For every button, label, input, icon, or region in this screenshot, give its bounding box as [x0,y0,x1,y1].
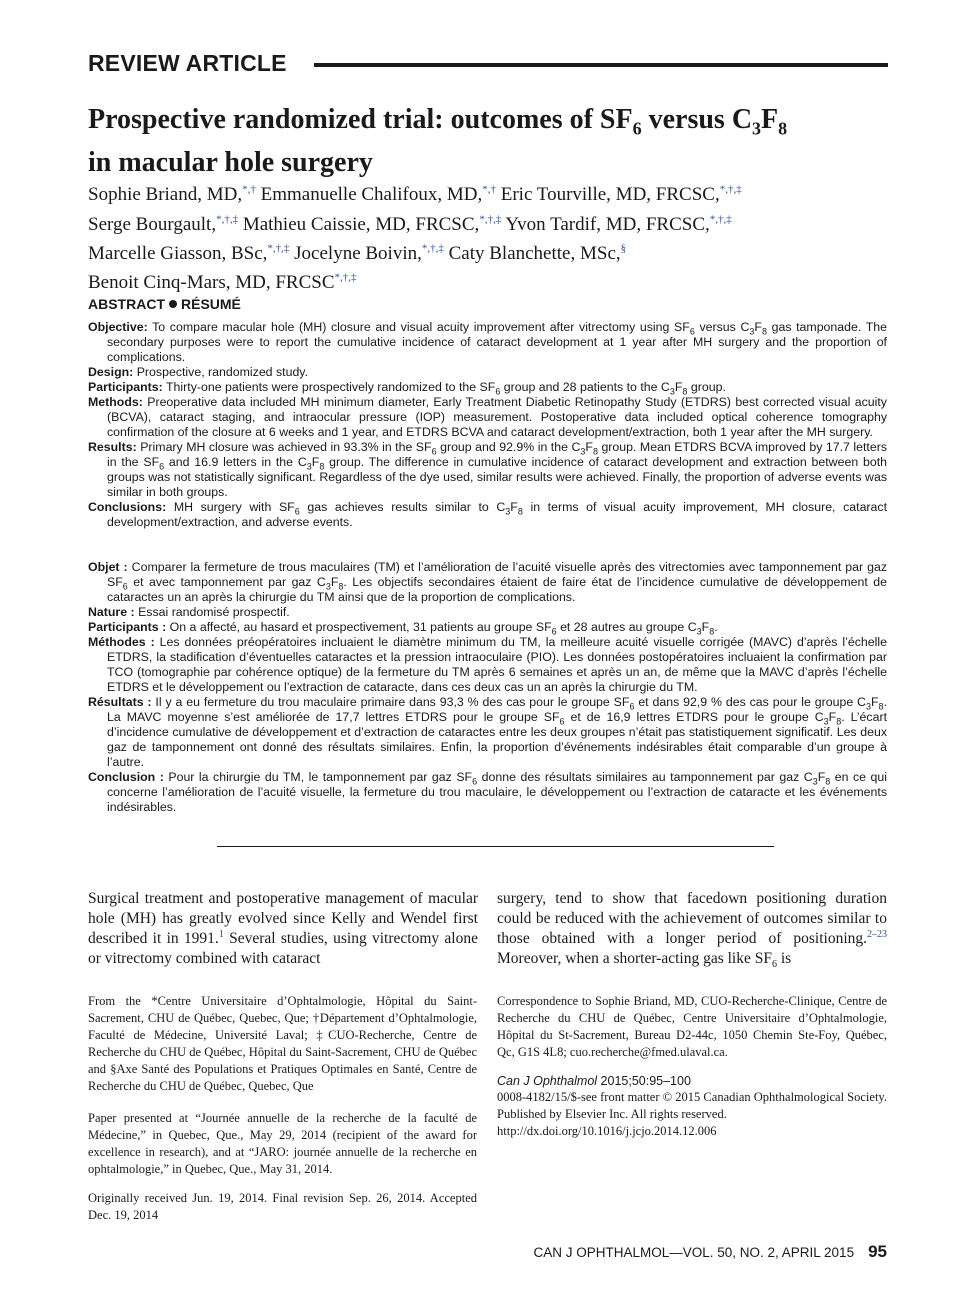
author: Yvon Tardif, MD, FRCSC,*,†,‡ [505,213,732,235]
author: Marcelle Giasson, BSc,*,†,‡ [88,242,290,264]
affiliations-footnote: From the *Centre Universitaire d’Ophtalmologie, Hôpital du Saint-Sacrement, CHU de Québec, Quebec, Que; †Département d’Ophtalmologie, Faculté de Médecine, Université Laval; ‡CUO-Recherche, Centre de Recherche du CHU de Québec, Hôpital du Saint-Sacrement, CHU de Québec and §Axe Santé des Populations et Pratiques Optimales en Santé, Centre de Recherche du CHU de Québec, Quebec, Que [88,994,477,1093]
abstract-objective: Objective: To compare macular hole (MH) closure and visual acuity improvement after vitrectomy using $SF_6$ versus $C_3F_8$ gas tamponade. The secondary purposes were to report the cumulative incidence of cataract development at 1 year after MH surgery and the proportion of complications. [88,320,887,364]
section-divider [217,846,774,847]
title-sub: 6 [632,118,642,139]
abstract-english [88,320,887,530]
article-type-header [88,50,888,80]
abstract-methods: Methods: Preoperative data included MH minimum diameter, Early Treatment Diabetic Retinopathy Study (ETDRS) best corrected visual acuity (BCVA), cataract staging, and intraocular pressure (IOP) measurement. Postoperative data included optical coherence tomography confirmation of the closure at 6 weeks and 1 year, and ETDRS BCVA and cataract development/extraction, both 1 year after the MH surgery. [88,395,887,439]
resume-conclusion: Conclusion : Pour la chirurgie du TM, le tamponnement par gaz $SF_6$ donne des résultats similaires au tamponnement par gaz $C_3F_8$ en ce qui concerne l’amélioration de l’acuité visuelle, la fermeture du trou maculaire, le développement ou l’extraction de cataracte et les événements indésirables. [88,770,888,814]
page-footer [533,1242,887,1262]
resume-nature: Nature : Essai randomisé prospectif. [88,605,290,619]
body-text-right: surgery, tend to show that facedown positioning duration could be reduced with the achievement of outcomes similar to those obtained with a longer period of positioning.$^{2-23}$ Moreover, when a shorter-acting gas like $SF_6$ is [497,890,887,971]
resume-resultats: Résultats : Il y a eu fermeture du trou maculaire primaire dans 93,3 % des cas pour le groupe $SF_6$ et dans 92,9 % des cas pour le groupe $C_3F_8$. La MAVC moyenne s’est améliorée de 17,7 lettres ETDRS pour le groupe $SF_6$ et de 16,9 lettres ETDRS pour le groupe $C_3F_8$. L’écart d’incidence cumulative de développement et d’extraction de cataractes entre les deux groupes n’était pas statistiquement significatif. Les deux gaz de tamponnement ont donné des résultats similaires. Enfin, la proportion d’événements indésirables était comparable d’un groupe à l’autre. [88,695,887,769]
author: Sophie Briand, MD,*,† [88,184,256,206]
article-type-label: REVIEW ARTICLE [88,50,287,76]
header-rule [314,63,888,67]
resume-participants: Participants : On a affecté, au hasard et prospectivement, 31 patients au groupe $SF_6$ et 28 autres au groupe $C_3F_8$. [88,620,718,637]
author: Jocelyne Boivin,*,†,‡ [294,242,444,264]
running-footer: CAN J OPHTHALMOL—VOL. 50, NO. 2, APRIL 2015 [533,1245,855,1260]
doi-link[interactable]: http://dx.doi.org/10.1016/j.jcjo.2014.12.006 [497,1124,717,1138]
author-list [88,178,888,295]
correspondence-footnote: Correspondence to Sophie Briand, MD, CUO-Recherche-Clinique, Centre de Recherche du CHU de Québec, Centre Universitaire d’Ophtalmologie, Hôpital du St-Sacrement, Bureau D2-44c, 1050 Chemin Ste-Foy, Québec, Qc, G1S 4L8; cuo.recherche@fmed.ulaval.ca. [497,994,887,1059]
author: Emmanuelle Chalifoux, MD,*,† [260,184,496,206]
citation-line [497,1073,887,1090]
copyright-footnote [497,1089,887,1140]
abstract-design: Design: Prospective, randomized study. [88,365,308,379]
body-text-left: Surgical treatment and postoperative management of macular hole (MH) has greatly evolved since Kelly and Wendel first described it in 1991.$^1$ Several studies, using vitrectomy alone or vitrectomy combined with cataract [88,890,478,967]
title-part: in macular hole surgery [88,146,373,178]
resume-objet: Objet : Comparer la fermeture de trous maculaires (TM) et l’amélioration de l’acuité visuelle après des vitrectomies avec tamponnement par gaz $SF_6$ et avec tamponnement par gaz $C_3F_8$. Les objectifs secondaires étaient de faire état de l’incidence cumulative de développement de cataractes un an après la chirurgie du TM ainsi que de la proportion de complications. [88,560,888,604]
journal-name: Can J Ophthalmol [497,1074,598,1088]
received-footnote: Originally received Jun. 19, 2014. Final revision Sep. 26, 2014. Accepted Dec. 19, 2014 [88,1191,477,1222]
author: Serge Bourgault,*,†,‡ [88,213,239,235]
reference-link[interactable]: 2–23 [867,928,887,940]
article-title [88,103,878,180]
abstract-conclusions: Conclusions: MH surgery with $SF_6$ gas achieves results similar to $C_3F_8$ in terms of visual acuity improvement, MH closure, cataract development/extraction, and adverse events. [88,500,888,529]
abstract-heading-fr: RÉSUMÉ [181,296,241,312]
title-part: versus C [641,104,753,135]
copyright-text: 0008-4182/15/$-see front matter © 2015 Canadian Ophthalmological Society. Published by Elsevier Inc. All rights reserved. [497,1090,887,1121]
reference-link[interactable]: 1 [218,928,224,940]
author: Eric Tourville, MD, FRCSC,*,†,‡ [500,184,742,206]
abstract-results: Results: Primary MH closure was achieved in 93.3% in the $SF_6$ group and 92.9% in the $C_3F_8$ group. Mean ETDRS BCVA improved by 17.7 letters in the $SF_6$ and 16.9 letters in the $C_3F_8$ group. The difference in cumulative incidence of cataract development and extraction between both groups was not statistically significant. Regardless of the dye used, similar results were achieved. Finally, the proportion of adverse events was similar in both groups. [88,440,888,499]
title-sub: 8 [778,118,788,139]
title-part: Prospective randomized trial: outcomes of SF [88,104,633,135]
title-part: F [761,104,779,135]
abstract-participants: Participants: Thirty-one patients were prospectively randomized to the $SF_6$ group and 28 patients to the $C_3F_8$ group. [88,380,726,397]
presentation-footnote: Paper presented at “Journée annuelle de la recherche de la faculté de Médecine,” in Quebec, Que., May 29, 2014 (recipient of the award for excellence in research), and at “JARO: journée annuelle de la recherche en ophtalmologie,” in Quebec, Que., May 31, 2014. [88,1111,477,1176]
page-number: 95 [868,1242,887,1261]
author: Benoit Cinq-Mars, MD, FRCSC*,†,‡ [88,271,357,294]
citation-details: 2015;50:95–100 [597,1074,691,1088]
abstract-french [88,560,887,815]
resume-methodes: Méthodes : Les données préopératoires incluaient le diamètre minimum du TM, la meilleure acuité visuelle corrigée (MAVC) d’après l’échelle ETDRS, la stadification d’éventuelles cataractes et la pression intraoculaire (PIO). Les données postopératoires incluaient la confirmation par TCO (tomographie par cohérence optique) de la fermeture du TM après 6 semaines et après un an, de même que la MAVC d’après l’échelle ETDRS et le développement ou l’extraction de cataracte, dans ces deux cas un an après la chirurgie du TM. [88,635,887,694]
bullet-dot-icon [169,300,177,308]
abstract-heading-en: ABSTRACT [88,296,165,312]
title-sub: 3 [752,118,762,139]
author: Caty Blanchette, MSc,§ [448,242,627,264]
abstract-heading [88,296,241,312]
author: Mathieu Caissie, MD, FRCSC,*,†,‡ [242,213,502,235]
